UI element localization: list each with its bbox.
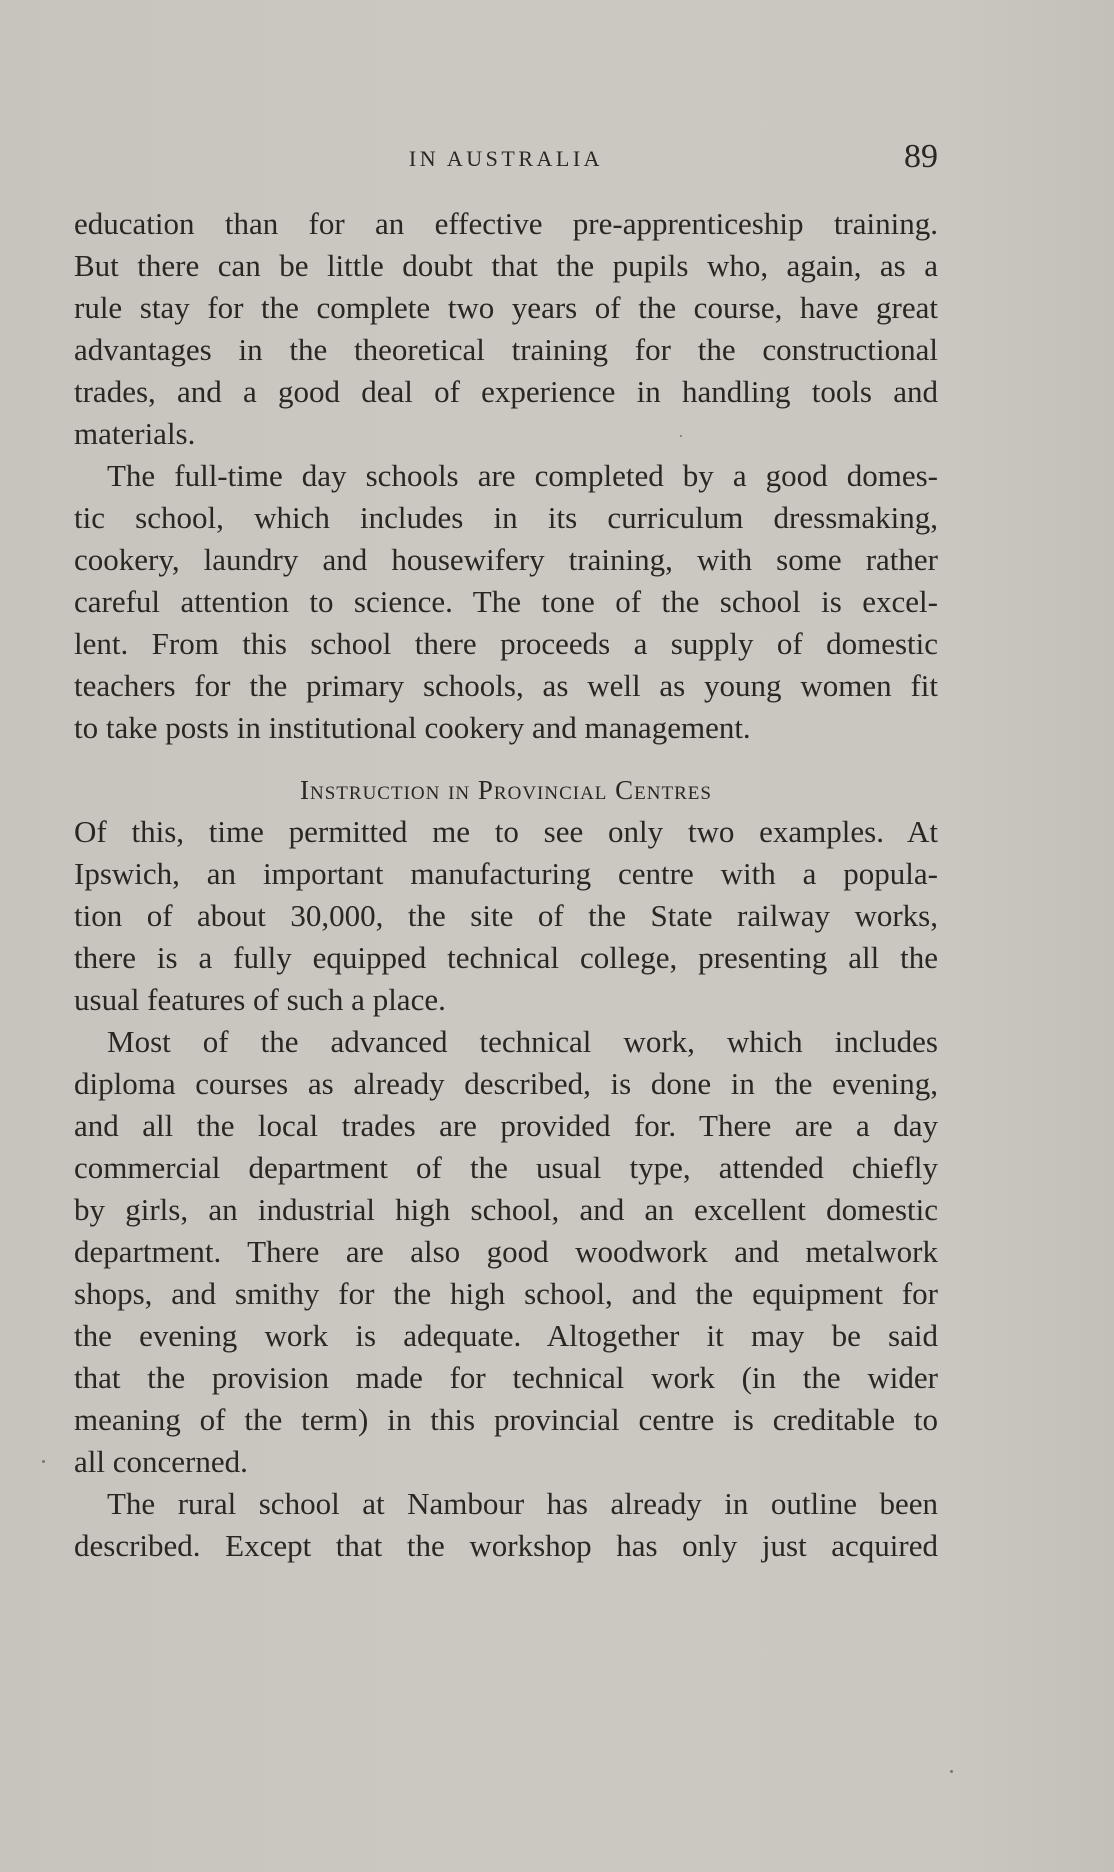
text-line: materials. (74, 416, 196, 451)
text-line: cookery, laundry and housewifery training, with some rather (74, 542, 938, 577)
text-line: Most of the advanced technical work, which includes (107, 1024, 938, 1059)
text-line: described. Except that the workshop has only just acquired (74, 1528, 938, 1563)
text-line: The full-time day schools are completed by a good domes- (107, 458, 938, 493)
paragraph-3 (74, 811, 938, 1021)
text-line: department. There are also good woodwork and metalwork (74, 1234, 938, 1269)
text-line: education than for an effective pre-apprenticeship training. (74, 206, 938, 241)
text-line: that the provision made for technical work (in the wider (74, 1360, 938, 1395)
paper-speck (42, 1460, 45, 1463)
page-number: 89 (904, 138, 938, 175)
paragraph-1 (74, 203, 938, 455)
paragraph-2 (74, 455, 938, 749)
text-line: all concerned. (74, 1444, 248, 1479)
text-line: lent. From this school there proceeds a supply of domestic (74, 626, 938, 661)
text-line: shops, and smithy for the high school, and the equipment for (74, 1276, 938, 1311)
text-line: meaning of the term) in this provincial centre is creditable to (74, 1402, 938, 1437)
text-line: and all the local trades are provided for. There are a day (74, 1108, 938, 1143)
text-line: The rural school at Nambour has already in outline been (107, 1486, 938, 1521)
text-line: there is a fully equipped technical college, presenting all the (74, 940, 938, 975)
text-line: tic school, which includes in its curriculum dressmaking, (74, 500, 938, 535)
section-heading: Instruction in Provincial Centres (300, 775, 712, 805)
text-line: rule stay for the complete two years of the course, have great (74, 290, 938, 325)
text-line: the evening work is adequate. Altogether it may be said (74, 1318, 938, 1353)
text-line: diploma courses as already described, is done in the evening, (74, 1066, 938, 1101)
text-line: commercial department of the usual type, attended chiefly (74, 1150, 938, 1185)
text-line: to take posts in institutional cookery and management. (74, 710, 751, 745)
running-title: IN AUSTRALIA (408, 146, 604, 171)
paragraph-4 (74, 1021, 938, 1483)
paragraph-5 (74, 1483, 938, 1567)
text-line: Ipswich, an important manufacturing centre with a popula- (74, 856, 938, 891)
text-line: by girls, an industrial high school, and an excellent domestic (74, 1192, 938, 1227)
text-line: usual features of such a place. (74, 982, 446, 1017)
paper-speck (950, 1770, 953, 1773)
text-line: Of this, time permitted me to see only two examples. At (74, 814, 938, 849)
paper-speck (680, 435, 682, 437)
text-line: advantages in the theoretical training for the constructional (74, 332, 938, 367)
text-line: trades, and a good deal of experience in handling tools and (74, 374, 938, 409)
text-line: But there can be little doubt that the pupils who, again, as a (74, 248, 938, 283)
running-head (74, 138, 938, 186)
text-line: teachers for the primary schools, as well as young women fit (74, 668, 938, 703)
text-line: careful attention to science. The tone of the school is excel- (74, 584, 938, 619)
body-text (74, 203, 938, 1567)
text-line: tion of about 30,000, the site of the State railway works, (74, 898, 938, 933)
